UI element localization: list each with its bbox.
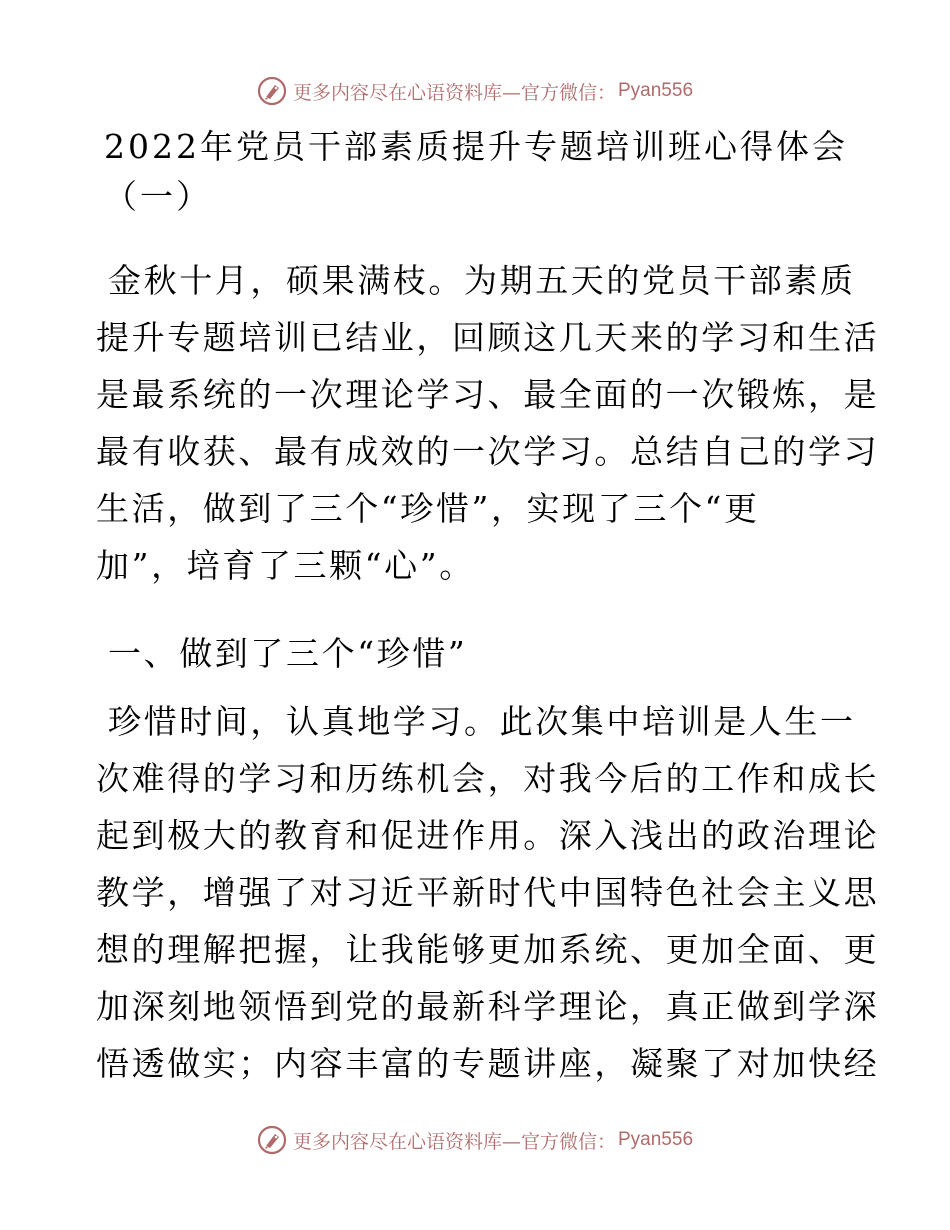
footer-watermark [0,1120,950,1160]
watermark-wechat-id: Pyan556 [618,80,694,101]
document-title [96,122,856,222]
paragraph-line: 次难得的学习和历练机会，对我今后的工作和成长 [96,759,880,798]
paragraph-line: 想的理解把握，让我能够更加系统、更加全面、更 [96,930,880,969]
paragraph-line: 最有收获、最有成效的一次学习。总结自己的学习 [96,432,880,471]
pen-nib-logo-icon [257,1125,287,1155]
paragraph-line: 珍惜时间，认真地学习。此次集中培训是人生一 [108,702,856,741]
paragraph-line: 生活，做到了三个“珍惜”，实现了三个“更 [96,489,760,528]
paragraph-cherish-time [96,693,880,1092]
paragraph-intro [96,252,880,594]
watermark-text: 更多内容尽在心语资料库—官方微信： [292,81,616,104]
paragraph-line: 加”，培育了三颗“心”。 [96,546,475,585]
header-watermark [0,71,950,111]
title-line-1: 2022年党员干部素质提升专题培训班心得体会 [104,127,848,166]
paragraph-line: 提升专题培训已结业，回顾这几天来的学习和生活 [96,318,880,357]
title-line-2: （一） [104,177,212,216]
section-heading: 一、做到了三个“珍惜” [108,634,468,673]
paragraph-line: 悟透做实；内容丰富的专题讲座，凝聚了对加快经 [96,1044,880,1083]
watermark-text: 更多内容尽在心语资料库—官方微信： [292,1130,616,1153]
watermark-wechat-id: Pyan556 [618,1129,694,1150]
paragraph-line: 加深刻地领悟到党的最新科学理论，真正做到学深 [96,987,880,1026]
pen-nib-logo-icon [257,76,287,106]
paragraph-line: 教学，增强了对习近平新时代中国特色社会主义思 [96,873,880,912]
paragraph-line: 金秋十月，硕果满枝。为期五天的党员干部素质 [108,261,856,300]
paragraph-line: 是最系统的一次理论学习、最全面的一次锻炼，是 [96,375,880,414]
paragraph-line: 起到极大的教育和促进作用。深入浅出的政治理论 [96,816,880,855]
